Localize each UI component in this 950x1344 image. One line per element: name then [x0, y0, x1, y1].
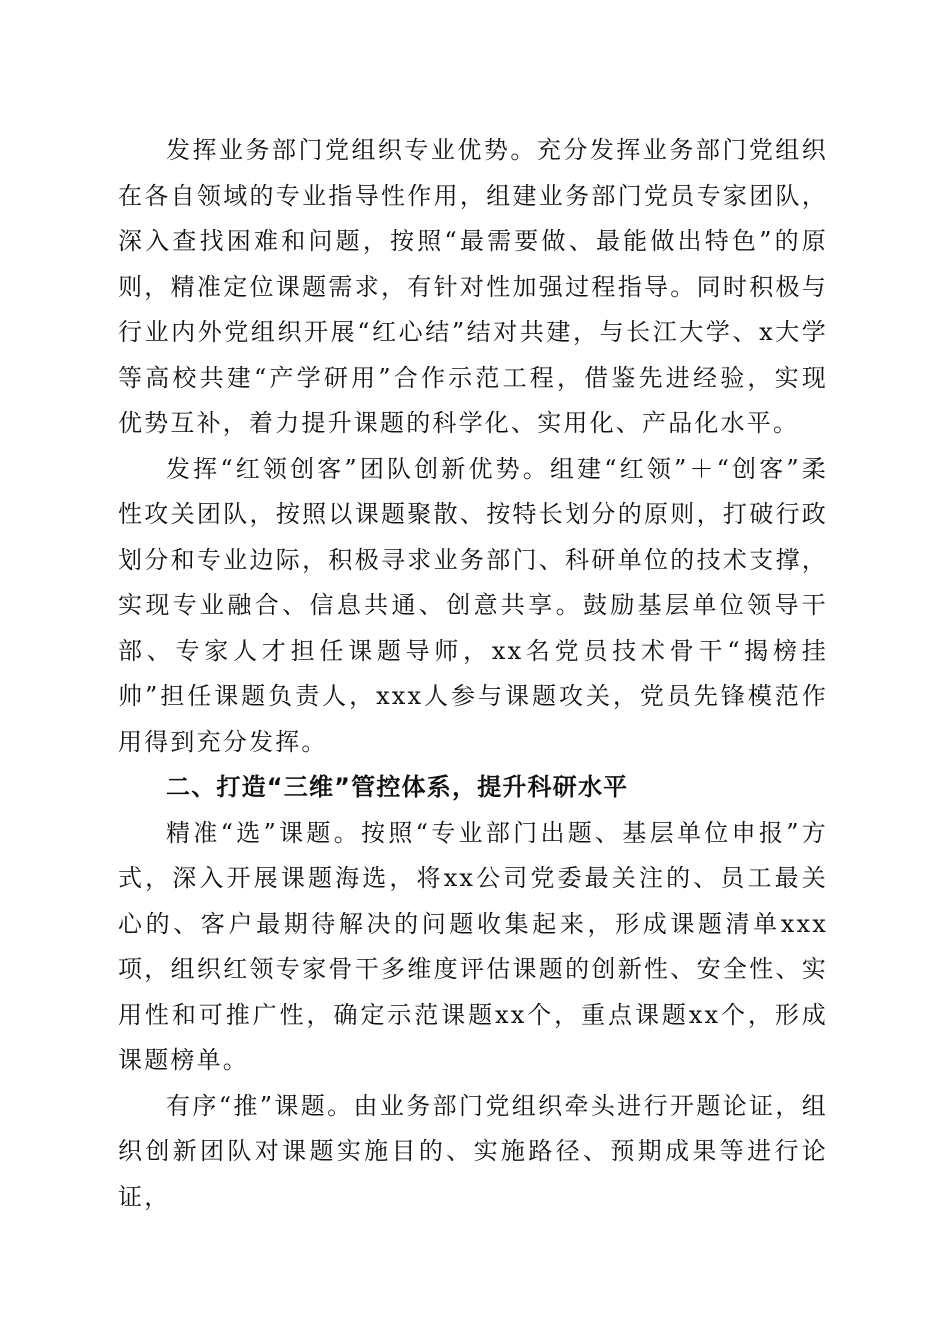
- section-heading: 二、打造“三维”管控体系，提升科研水平: [166, 773, 629, 801]
- document-page: [118, 128, 828, 1220]
- body-paragraph: 精准“选”课题。按照“专业部门出题、基层单位申报”方式，深入开展课题海选，将xx公司党委最关注的、员工最关心的、客户最期待解决的问题收集起来，形成课题清单xxx项，组织红领专家骨干多维度评估课题的创新性、安全性、实用性和可推广性，确定示范课题xx个，重点课题xx个，形成课题榜单。: [118, 818, 828, 1074]
- body-paragraph: 发挥“红领创客”团队创新优势。组建“红领”＋“创客”柔性攻关团队，按照以课题聚散、按特长划分的原则，打破行政划分和专业边际，积极寻求业务部门、科研单位的技术支撑，实现专业融合、信息共通、创意共享。鼓励基层单位领导干部、专家人才担任课题导师，xx名党员技术骨干“揭榜挂帅”担任课题负责人，xxx人参与课题攻关，党员先锋模范作用得到充分发挥。: [118, 454, 828, 756]
- body-paragraph: 发挥业务部门党组织专业优势。充分发挥业务部门党组织在各自领域的专业指导性作用，组建业务部门党员专家团队，深入查找困难和问题，按照“最需要做、最能做出特色”的原则，精准定位课题需求，有针对性加强过程指导。同时积极与行业内外党组织开展“红心结”结对共建，与长江大学、x大学等高校共建“产学研用”合作示范工程，借鉴先进经验，实现优势互补，着力提升课题的科学化、实用化、产品化水平。: [118, 136, 828, 437]
- body-paragraph: 有序“推”课题。由业务部门党组织牵头进行开题论证，组织创新团队对课题实施目的、实施路径、预期成果等进行论证，: [118, 1091, 828, 1211]
